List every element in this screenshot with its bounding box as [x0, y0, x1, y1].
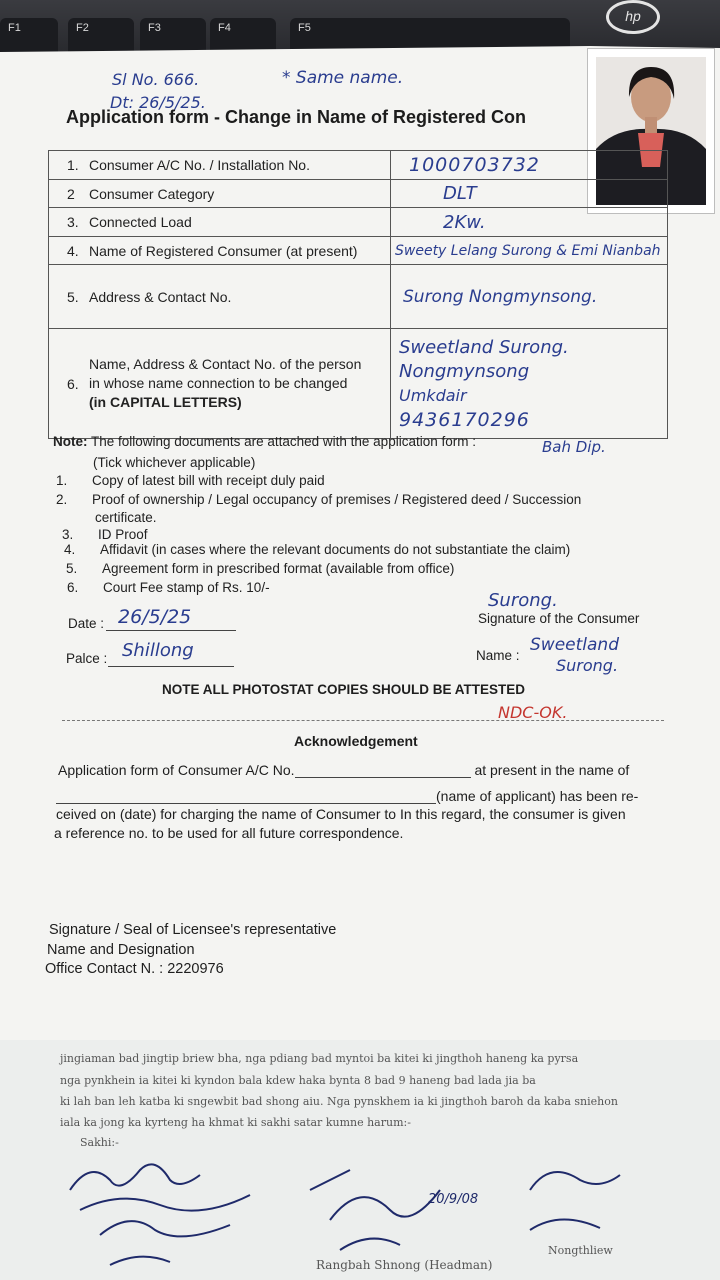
hp-logo: [606, 0, 660, 34]
note-text: The following documents are attached with the application form :: [91, 434, 476, 449]
item-text: Affidavit (in cases where the relevant documents do not substantiate the claim): [100, 542, 571, 557]
date-value: 26/5/25: [118, 606, 192, 628]
row-number: 4.: [67, 242, 79, 259]
place-field[interactable]: [108, 640, 234, 667]
serial-number: Sl No. 666.: [112, 70, 200, 89]
table-row: [49, 329, 668, 439]
logo-text: hp: [625, 8, 641, 24]
table-row: [49, 151, 668, 180]
table-row: [49, 265, 668, 329]
list-item: [56, 492, 581, 507]
form-title: Application form - Change in Name of Registered Con: [66, 107, 527, 127]
list-item: [62, 527, 148, 542]
item-text: Agreement form in prescribed format (available from office): [102, 561, 455, 576]
same-name-note: * Same name.: [282, 68, 404, 88]
header-date: Dt: 26/5/25.: [110, 93, 206, 112]
consumer-name-line1: Sweetland: [530, 635, 619, 655]
label-text: Name of Registered Consumer (at present): [89, 242, 358, 259]
row-label: [49, 265, 391, 329]
key-label: F2: [76, 22, 89, 34]
key-label: F3: [148, 22, 161, 34]
acknowledgement-heading: Acknowledgement: [294, 733, 418, 749]
ack-line-2: [56, 788, 638, 804]
ack-line-1: [58, 762, 629, 778]
note-subtext: (Tick whichever applicable): [93, 455, 256, 470]
table-row: [49, 208, 668, 237]
connected-load-value: 2Kw.: [443, 211, 486, 233]
place-label: Palce :: [66, 651, 108, 666]
list-item: [67, 580, 270, 595]
key-label: F1: [8, 22, 21, 34]
item-number: 4.: [64, 542, 76, 557]
row-number: 6.: [67, 375, 79, 392]
key-label: F5: [298, 22, 311, 34]
new-consumer-contact: 9436170296: [399, 408, 530, 431]
new-consumer-name: Sweetland Surong.: [399, 336, 569, 358]
bah-dip-note: Bah Dip.: [542, 438, 606, 456]
note-heading-line: [53, 434, 476, 449]
row-label: [49, 237, 391, 265]
consumer-account-number: 1000703732: [409, 154, 540, 176]
signature-label: Signature of the Consumer: [478, 611, 640, 626]
key-label: F4: [218, 22, 231, 34]
headman-label: Rangbah Shnong (Headman): [316, 1258, 493, 1272]
lower-text-line: iala ka jong ka kyrteng ha khmat ki sakhi satar kumne harum:-: [60, 1116, 411, 1129]
row-number: 5.: [67, 288, 79, 305]
name-label: Name :: [476, 648, 520, 663]
consumer-name-line2: Surong.: [556, 656, 619, 675]
item-number: 2.: [56, 492, 68, 507]
date-field[interactable]: [106, 606, 236, 631]
row-number: 3.: [67, 214, 79, 230]
label-text: Consumer Category: [89, 185, 215, 202]
item-number: 1.: [56, 473, 68, 488]
name-designation-label: Name and Designation: [47, 942, 195, 958]
row-number: 1.: [67, 157, 79, 173]
application-table: [48, 150, 668, 439]
table-row: [49, 180, 668, 208]
new-consumer-locality: Umkdair: [399, 385, 467, 405]
list-item: [66, 561, 454, 576]
address-value: Surong Nongmynsong.: [403, 286, 598, 307]
list-item: [59, 510, 157, 525]
item-text: Proof of ownership / Legal occupancy of premises / Registered deed / Succession: [92, 492, 582, 507]
ndc-ok-note: NDC-OK.: [498, 703, 568, 722]
ack-text: at present in the name of: [474, 762, 630, 778]
attest-note: NOTE ALL PHOTOSTAT COPIES SHOULD BE ATTESTED: [162, 682, 526, 697]
item-number: 5.: [66, 561, 78, 576]
item-text: Copy of latest bill with receipt duly paid: [92, 473, 325, 488]
item-text: certificate.: [95, 510, 157, 525]
consumer-signature: Surong.: [488, 590, 558, 611]
table-row: [49, 237, 668, 265]
row-label: [49, 208, 391, 237]
cut-line-divider: [62, 720, 664, 721]
label-text: Consumer A/C No. / Installation No.: [89, 157, 310, 173]
applicant-name-blank[interactable]: [56, 789, 436, 804]
registered-consumer-name: Sweety Lelang Surong & Emi Nianbah: [395, 243, 661, 259]
lower-text-line: nga pynkhein ia kitei ki kyndon bala kdew haka bynta 8 bad 9 haneng bad lada jia ba: [60, 1074, 536, 1087]
item-text: ID Proof: [98, 527, 148, 542]
consumer-category-value: DLT: [443, 183, 477, 204]
list-item: [56, 473, 325, 488]
row-value[interactable]: [391, 208, 668, 237]
row-value[interactable]: [391, 180, 668, 208]
ack-line-4: a reference no. to be used for all future correspondence.: [54, 825, 404, 841]
item-text: Court Fee stamp of Rs. 10/-: [103, 580, 270, 595]
label-text: Address & Contact No.: [89, 288, 232, 305]
new-consumer-address: Nongmynsong: [399, 360, 530, 382]
date-label: Date :: [68, 616, 105, 631]
label-text: (in CAPITAL LETTERS): [89, 394, 242, 410]
lower-text-line: jingiaman bad jingtip briew bha, nga pdiang bad myntoi ba kitei ki jingthoh haneng ka pyrsa: [60, 1052, 579, 1065]
row-label: [49, 151, 391, 180]
row-label: [49, 329, 391, 439]
ack-text: Application form of Consumer A/C No.: [58, 762, 295, 778]
label-text: in whose name connection to be changed: [89, 375, 348, 391]
office-contact: Office Contact N. : 2220976: [45, 961, 224, 977]
row-value[interactable]: [391, 329, 668, 439]
account-number-blank[interactable]: [295, 763, 471, 778]
row-value[interactable]: [391, 265, 668, 329]
label-text: Connected Load: [89, 214, 192, 230]
ack-line-3: ceived on (date) for charging the name of Consumer to In this regard, the consumer is given: [56, 806, 626, 822]
list-item: [64, 542, 570, 557]
row-value[interactable]: [391, 237, 668, 265]
item-number: 3.: [62, 527, 74, 542]
label-text: Name, Address & Contact No. of the person: [89, 356, 362, 372]
note-heading: Note:: [53, 434, 88, 449]
lower-name-label: Nongthliew: [548, 1244, 613, 1257]
row-label: [49, 180, 391, 208]
lower-date: 20/9/08: [428, 1192, 479, 1207]
ack-text: (name of applicant) has been re-: [436, 788, 639, 804]
lower-text-line: ki lah ban leh katba ki sngewbit bad shong aiu. Nga pynskhem ia ki jingthoh baroh da kaba sniehon: [60, 1095, 618, 1108]
licensee-signature-label: Signature / Seal of Licensee's representative: [49, 922, 337, 938]
row-value[interactable]: [391, 151, 668, 180]
place-value: Shillong: [122, 640, 194, 661]
row-number: 2: [67, 185, 75, 202]
item-number: 6.: [67, 580, 79, 595]
sakhi-label: Sakhi:-: [80, 1136, 119, 1149]
